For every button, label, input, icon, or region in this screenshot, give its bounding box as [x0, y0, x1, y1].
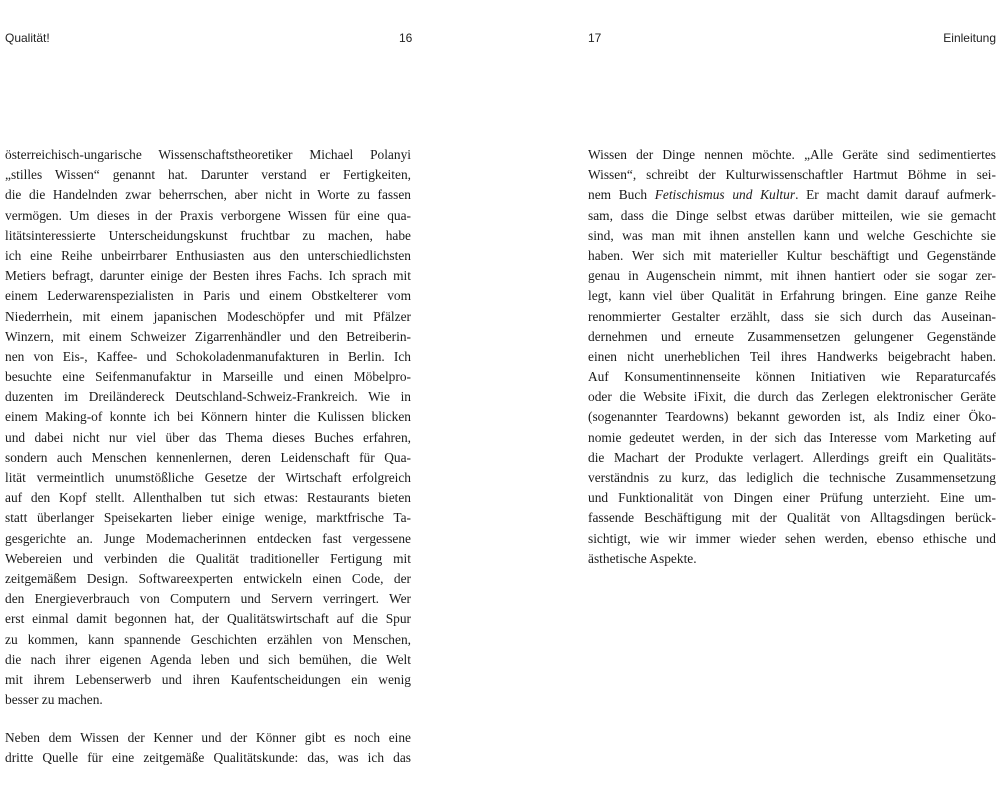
text-line: nen von Eis-, Kaffee- und Schokoladenmanufakturen in Berlin. Ich — [5, 348, 411, 364]
text-line: „stilles Wissen“ genannt hat. Darunter verstand er Fertigkeiten, — [5, 167, 411, 183]
text-line: statt überlanger Speisekarten lieber einige wenige, marktfrische Ta- — [5, 510, 411, 526]
text-fragment: nem Buch — [588, 187, 655, 203]
right-page — [580, 0, 1000, 800]
text-line: duzenten im Dreiländereck Deutschland-Schweiz-Frankreich. Wie in — [5, 389, 411, 405]
left-paragraph-1 — [5, 145, 411, 710]
text-line: verständnis zu kurz, das lediglich die technische Zusammensetzung — [588, 470, 996, 485]
text-line: sind, was man mit ihnen anstellen kann und welche Geschichte sie — [588, 227, 996, 243]
text-line: Wissen“, schreibt der Kulturwissenschaftler Hartmut Böhme in sei- — [588, 167, 996, 183]
paragraph-gap — [5, 710, 411, 728]
text-line: Wissen der Dinge nennen möchte. „Alle Geräte sind sedimentiertes — [588, 147, 996, 162]
text-line: haben. Wer sich mit materieller Kultur beschäftigt und Gegenstände — [588, 247, 996, 263]
text-line: renommierter Gestalter erzählt, dass sie sich durch das Auseinan- — [588, 308, 996, 324]
text-line: legt, kann viel über Qualität in Erfahrung bringen. Eine ganze Reihe — [588, 288, 996, 304]
text-line: Winzern, mit einem Schweizer Zigarrenhändler und den Betreiberin- — [5, 328, 411, 344]
text-line: einem Lederwarenspezialisten in Paris und einem Obstkelterer vom — [5, 288, 411, 304]
text-line: zeitgemäßem Design. Softwareexperten entwickeln einen Code, der — [5, 570, 411, 586]
text-line: mit ihrem Lebenserwerb und ihren Kaufentscheidungen ein wenig — [5, 671, 411, 687]
text-line: erst einmal damit begonnen hat, der Qualitätswirtschaft auf die Spur — [5, 611, 411, 627]
text-line: besuchte eine Seifenmanufaktur in Marseille und einen Möbelpro- — [5, 369, 411, 385]
text-line: und Funktionalität von Dingen einer Prüfung unterzieht. Eine um- — [588, 490, 996, 506]
text-line: Niederrhein, mit einem japanischen Modeschöpfer und mit Pfälzer — [5, 308, 411, 324]
text-line: sichtigt, wie wir immer wieder sehen werden, ebenso ethische und — [588, 530, 996, 546]
right-page-body — [588, 145, 996, 569]
text-line: sondern auch Menschen kennenlernen, deren Leidenschaft für Qua- — [5, 449, 411, 465]
text-line: fassende Beschäftigung mit der Qualität von Alltagsdingen berück- — [588, 510, 996, 526]
text-line: vermögen. Um dieses in der Praxis verborgene Wissen für eine qua- — [5, 207, 411, 223]
text-line: und dabei nicht nur viel über das Thema dieses Buches erfahren, — [5, 429, 411, 445]
text-line: österreichisch-ungarische Wissenschaftstheoretiker Michael Polanyi — [5, 147, 411, 162]
text-line: besser zu machen. — [5, 692, 103, 708]
text-line: gesgerichte an. Junge Modemacherinnen entdecken fast vergessene — [5, 530, 411, 546]
text-line: litätsinteressierte Unterscheidungskunst fruchtbar zu machen, habe — [5, 227, 411, 243]
text-line: auf den Kopf stellt. Allenthalben tut sich etwas: Restaurants bieten — [5, 490, 411, 506]
text-line: nomie gedeutet werden, in der sich das Interesse vom Marketing auf — [588, 429, 996, 445]
text-line: Webereien und verbinden die Qualität traditioneller Fertigung mit — [5, 550, 411, 566]
text-fragment: . Er macht damit darauf aufmerk- — [795, 187, 996, 203]
text-line: zu kommen, kann spannende Geschichten erzählen von Menschen, — [5, 631, 411, 647]
left-paragraph-2 — [5, 728, 411, 768]
text-line: sam, dass die Dinge selbst etwas darüber mitteilen, wie sie gemacht — [588, 207, 996, 223]
text-line: die Machart der Produkte verlagert. Allerdings greift ein Qualitäts- — [588, 449, 996, 465]
text-line: lität vermeintlich unumstößliche Gesetze der Wirtschaft erfolgreich — [5, 470, 411, 485]
page-number-right: 17 — [588, 31, 602, 45]
running-head-left: Qualität! — [5, 31, 50, 45]
left-page — [0, 0, 420, 800]
text-line: oder die Website iFixit, die durch das Zerlegen elektronischer Geräte — [588, 389, 996, 405]
text-line: die nach ihrer eigenen Agenda leben und sich bemühen, die Welt — [5, 651, 411, 667]
text-line: (sogenannter Teardowns) bekannt geworden ist, als Indiz einer Öko- — [588, 409, 996, 425]
text-line: dernehmen und erneute Zusammensetzen gelungener Gegenstände — [588, 328, 996, 344]
text-line: den Energieverbrauch von Computern und Servern verringert. Wer — [5, 591, 411, 607]
page-number-left: 16 — [399, 31, 413, 45]
text-line: ich eine Reihe unbeirrbarer Enthusiasten aus den unterschiedlichsten — [5, 247, 411, 263]
text-line: Metiers befragt, darunter einige der Besten ihres Fachs. Ich sprach mit — [5, 268, 411, 284]
running-head-right: Einleitung — [943, 31, 996, 45]
text-line: die die Handelnden zwar beherrschen, aber nicht in Worte zu fassen — [5, 187, 411, 203]
text-line: ästhetische Aspekte. — [588, 550, 697, 566]
text-line: genau in Augenschein nimmt, mit ihnen hantiert oder sie sogar zer- — [588, 268, 996, 284]
text-line: Auf Konsumentinnenseite können Initiativen wie Reparaturcafés — [588, 369, 996, 385]
text-line: einen nicht unerheblichen Teil ihres Handwerks beigebracht haben. — [588, 348, 996, 364]
book-title: Fetischismus und Kultur — [654, 187, 796, 203]
text-line: einem Making-of konnte ich bei Könnern hinter die Kulissen blicken — [5, 409, 411, 425]
text-line: Neben dem Wissen der Kenner und der Könner gibt es noch eine — [5, 730, 411, 746]
text-line: dritte Quelle für eine zeitgemäße Qualitätskunde: das, was ich das — [5, 750, 411, 766]
right-paragraph-1 — [588, 145, 996, 569]
text-line-with-book-title — [588, 185, 996, 205]
left-page-body — [5, 145, 411, 769]
